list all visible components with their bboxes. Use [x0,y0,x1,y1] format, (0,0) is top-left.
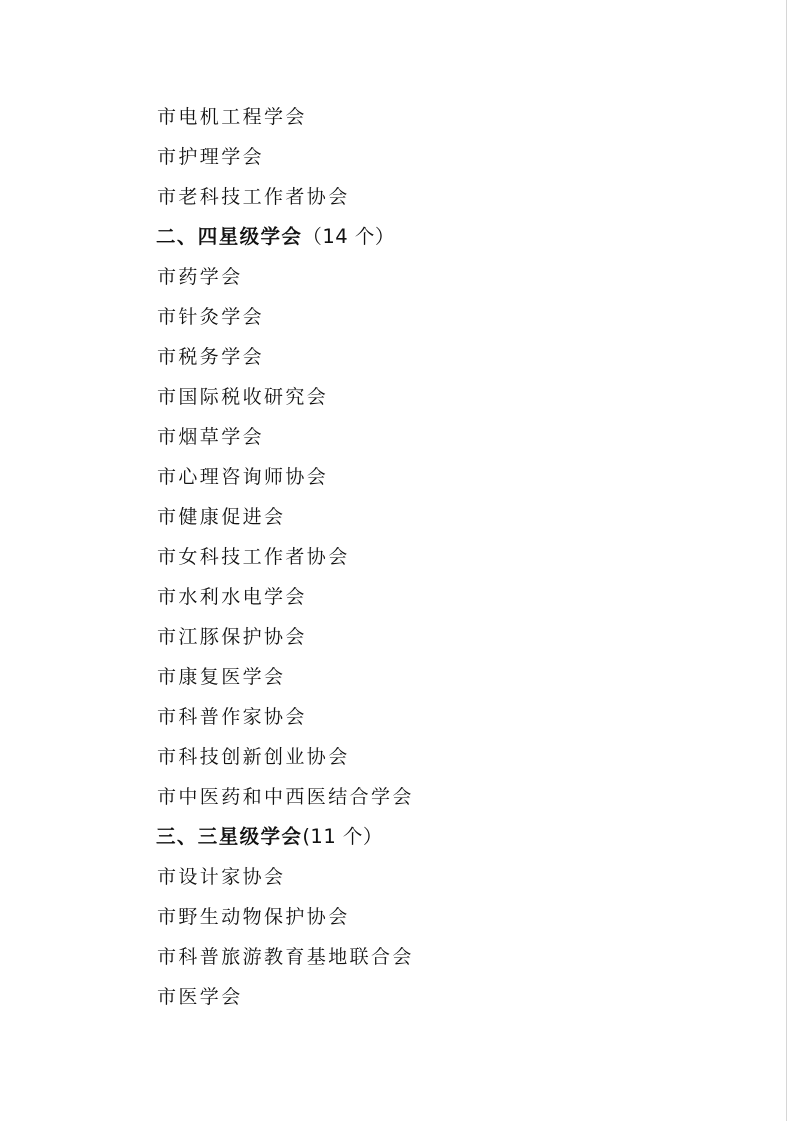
list-item: 市水利水电学会 [157,586,307,608]
list-item: 市税务学会 [157,346,265,368]
list-item: 市国际税收研究会 [157,386,329,408]
list-item: 市药学会 [157,266,243,288]
list-item: 市护理学会 [157,146,265,168]
list-item: 市老科技工作者协会 [157,186,350,208]
section-heading-three-star [156,817,757,857]
section-heading-text: 二、四星级学会 [156,225,303,248]
list-item: 市科普旅游教育基地联合会 [157,946,414,968]
list-item: 市女科技工作者协会 [157,546,350,568]
section-count: （14 个） [302,225,395,248]
list-item: 市康复医学会 [157,666,286,688]
scan-edge-line [786,0,787,1121]
list-item: 市心理咨询师协会 [157,466,329,488]
list-item: 市电机工程学会 [157,106,307,128]
list-item: 市野生动物保护协会 [157,906,350,928]
list-item: 市医学会 [157,986,243,1008]
section-heading-text: 三、三星级学会 [156,825,303,848]
list-item: 市科技创新创业协会 [157,746,350,768]
list-item: 市烟草学会 [157,426,265,448]
document-page [157,97,757,1017]
list-item: 市江豚保护协会 [157,626,307,648]
list-item: 市科普作家协会 [157,706,307,728]
section-count: (11 个） [302,825,383,848]
list-item: 市中医药和中西医结合学会 [157,786,414,808]
list-item: 市设计家协会 [157,866,286,888]
section-heading-four-star [156,217,757,257]
list-item: 市针灸学会 [157,306,265,328]
list-item: 市健康促进会 [157,506,286,528]
